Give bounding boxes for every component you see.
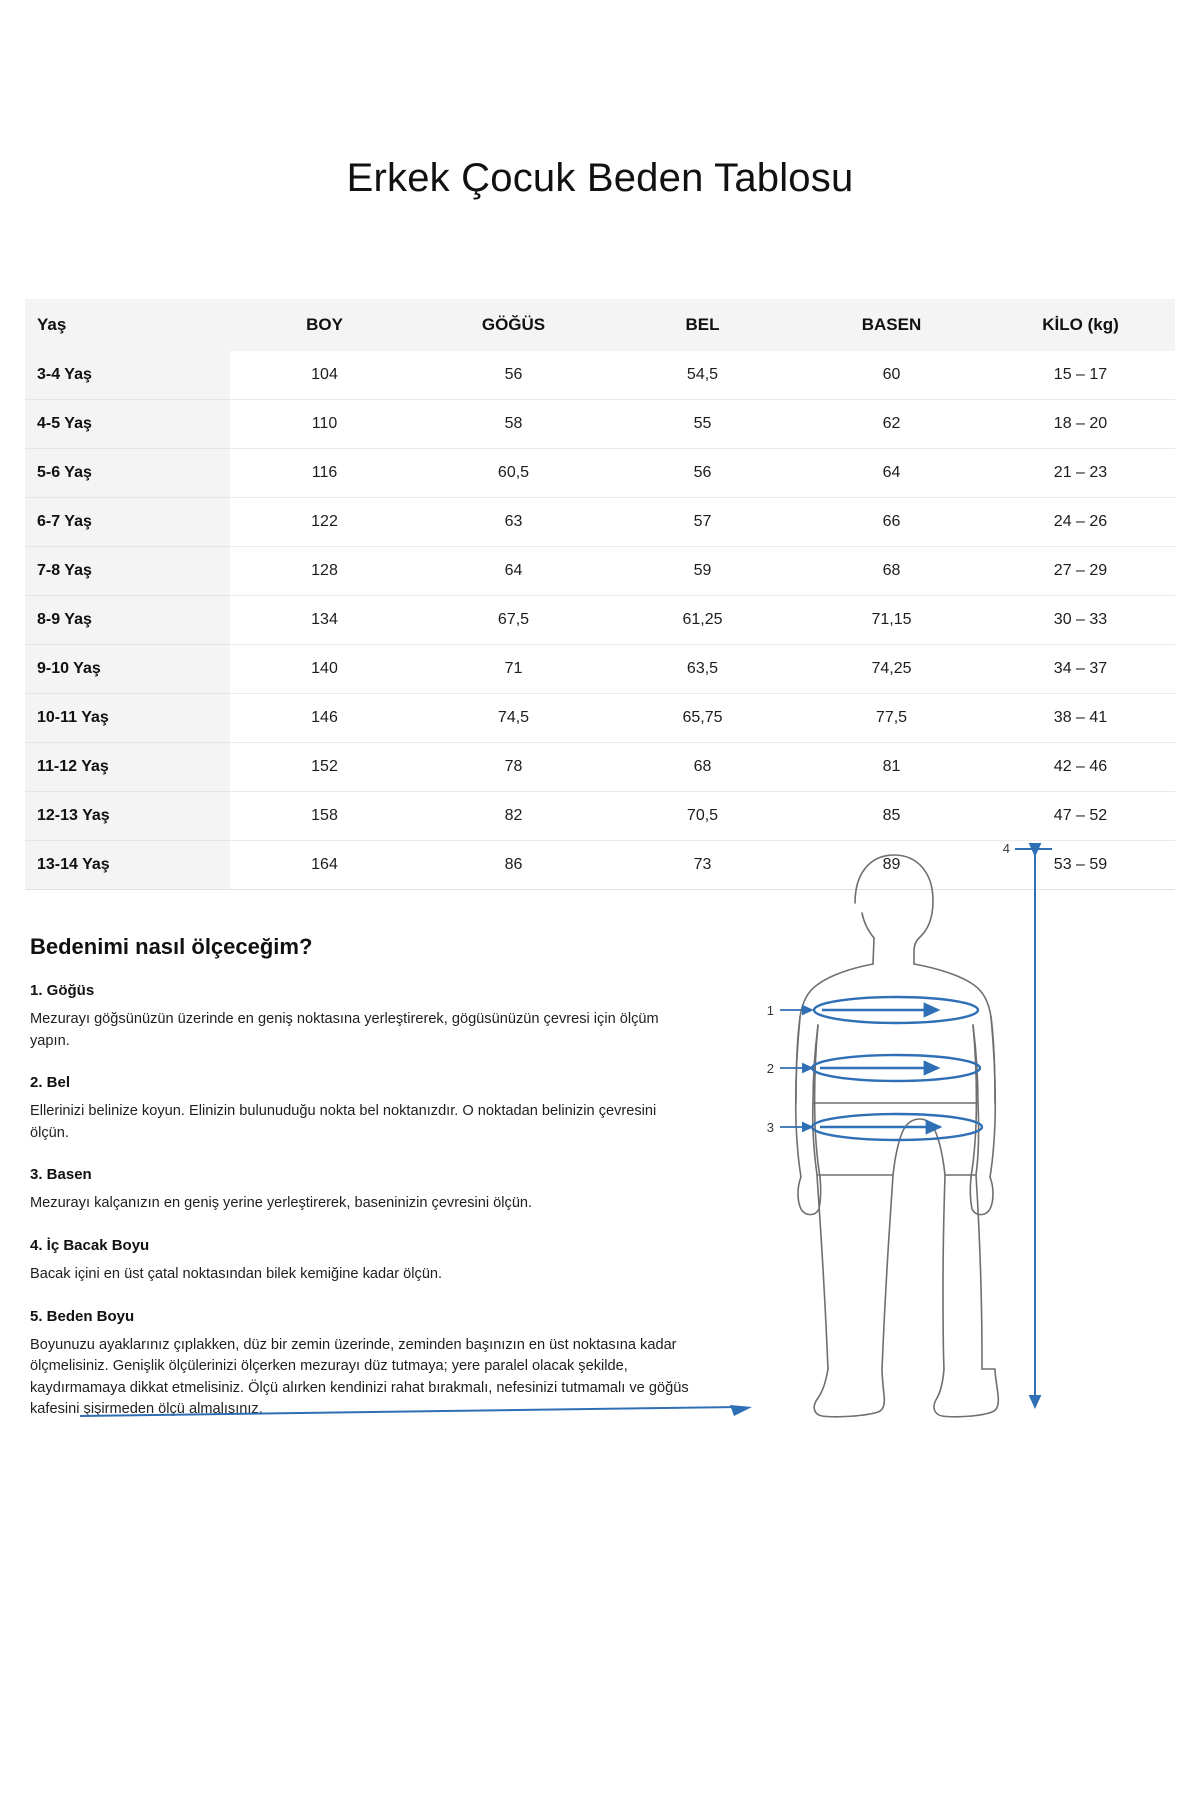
- table-header-row: [25, 299, 1175, 351]
- cell-gogus: 58: [419, 400, 608, 449]
- cell-age: 6-7 Yaş: [25, 498, 230, 547]
- cell-gogus: 82: [419, 792, 608, 841]
- cell-gogus: 67,5: [419, 596, 608, 645]
- cell-boy: 122: [230, 498, 419, 547]
- cell-gogus: 56: [419, 351, 608, 400]
- cell-bel: 54,5: [608, 351, 797, 400]
- cell-boy: 116: [230, 449, 419, 498]
- cell-basen: 62: [797, 400, 986, 449]
- cell-gogus: 63: [419, 498, 608, 547]
- table-row: [25, 694, 1175, 743]
- cell-bel: 57: [608, 498, 797, 547]
- cell-bel: 73: [608, 841, 797, 890]
- step-title: 5. Beden Boyu: [30, 1307, 135, 1325]
- table-row: [25, 449, 1175, 498]
- cell-age: 8-9 Yaş: [25, 596, 230, 645]
- cell-bel: 59: [608, 547, 797, 596]
- cell-bel: 63,5: [608, 645, 797, 694]
- cell-gogus: 60,5: [419, 449, 608, 498]
- cell-basen: 64: [797, 449, 986, 498]
- measure-step-waist: [30, 1074, 690, 1144]
- label-waist: 2: [766, 1061, 774, 1076]
- step-body: Boyunuzu ayaklarınız çıplakken, düz bir zemin üzerinde, zeminden başınızın en üst noktasına kadar ölçmelisiniz. Genişlik ölçülerinizi ölçerken mezurayı düz tutmaya; yere paralel olacak şekilde, kaydırmamaya dikkat etmelisiniz. Ölçü alırken kendinizi rahat bırakmalı, nefesinizi tutmamalı ve göğüs kafesini şişirmeden ölçü almalısınız.: [30, 1336, 689, 1418]
- cell-bel: 68: [608, 743, 797, 792]
- cell-boy: 134: [230, 596, 419, 645]
- step-body: Mezurayı göğsünüzün üzerinde en geniş noktasına yerleştirerek, gögüsünüzün çevresi için ölçüm yapın.: [30, 1011, 659, 1049]
- cell-basen: 74,25: [797, 645, 986, 694]
- page-title: Erkek Çocuk Beden Tablosu: [346, 156, 854, 200]
- label-hip: 3: [766, 1120, 774, 1135]
- column-header-kilo: KİLO (kg): [986, 299, 1175, 351]
- cell-boy: 164: [230, 841, 419, 890]
- measure-step-hip: [30, 1166, 690, 1215]
- step-title: 4. İç Bacak Boyu: [30, 1236, 150, 1254]
- cell-basen: 81: [797, 743, 986, 792]
- table-row: [25, 792, 1175, 841]
- cell-basen: 85: [797, 792, 986, 841]
- label-height: 4: [1002, 841, 1010, 856]
- cell-kilo: 18 – 20: [986, 400, 1175, 449]
- step-title: 3. Basen: [30, 1166, 92, 1184]
- cell-boy: 158: [230, 792, 419, 841]
- cell-basen: 77,5: [797, 694, 986, 743]
- body-measurement-diagram: [760, 835, 1190, 1435]
- bottom-accent-rule: [80, 1405, 752, 1419]
- table-row: [25, 351, 1175, 400]
- step-body: Mezurayı kalçanızın en geniş yerine yerleştirerek, baseninizin çevresini ölçün.: [30, 1195, 533, 1212]
- cell-basen: 71,15: [797, 596, 986, 645]
- band-arrows: [820, 1010, 940, 1127]
- table-row: [25, 596, 1175, 645]
- cell-bel: 56: [608, 449, 797, 498]
- cell-gogus: 74,5: [419, 694, 608, 743]
- cell-gogus: 86: [419, 841, 608, 890]
- cell-kilo: 53 – 59: [986, 841, 1175, 890]
- step-body: Bacak içini en üst çatal noktasından bilek kemiğine kadar ölçün.: [30, 1265, 443, 1282]
- cell-age: 12-13 Yaş: [25, 792, 230, 841]
- cell-kilo: 38 – 41: [986, 694, 1175, 743]
- cell-bel: 61,25: [608, 596, 797, 645]
- cell-gogus: 71: [419, 645, 608, 694]
- column-header-gogus: GÖĞÜS: [419, 299, 608, 351]
- cell-boy: 140: [230, 645, 419, 694]
- cell-basen: 89: [797, 841, 986, 890]
- table-header: [25, 299, 1175, 351]
- size-table-container: [25, 299, 1175, 890]
- cell-boy: 110: [230, 400, 419, 449]
- cell-boy: 146: [230, 694, 419, 743]
- column-header-basen: BASEN: [797, 299, 986, 351]
- cell-boy: 152: [230, 743, 419, 792]
- table-row: [25, 743, 1175, 792]
- cell-kilo: 34 – 37: [986, 645, 1175, 694]
- cell-basen: 60: [797, 351, 986, 400]
- how-to-measure-heading: Bedenimi nasıl ölçeceğim?: [30, 934, 313, 959]
- column-header-boy: BOY: [230, 299, 419, 351]
- cell-age: 13-14 Yaş: [25, 841, 230, 890]
- measure-step-height: [30, 1308, 690, 1421]
- cell-bel: 55: [608, 400, 797, 449]
- table-body: [25, 351, 1175, 890]
- cell-age: 5-6 Yaş: [25, 449, 230, 498]
- step-body: Ellerinizi belinize koyun. Elinizin bulunuduğu nokta bel noktanızdır. O noktadan belinizin çevresini ölçün.: [30, 1103, 657, 1141]
- column-header-age: Yaş: [25, 299, 230, 351]
- cell-basen: 66: [797, 498, 986, 547]
- cell-age: 7-8 Yaş: [25, 547, 230, 596]
- cell-bel: 65,75: [608, 694, 797, 743]
- cell-kilo: 27 – 29: [986, 547, 1175, 596]
- cell-age: 9-10 Yaş: [25, 645, 230, 694]
- cell-boy: 104: [230, 351, 419, 400]
- measure-step-chest: [30, 982, 690, 1052]
- step-title: 2. Bel: [30, 1074, 71, 1092]
- size-table: [25, 299, 1175, 890]
- cell-age: 4-5 Yaş: [25, 400, 230, 449]
- step-title: 1. Göğüs: [30, 982, 95, 999]
- cell-kilo: 24 – 26: [986, 498, 1175, 547]
- cell-age: 11-12 Yaş: [25, 743, 230, 792]
- cell-gogus: 78: [419, 743, 608, 792]
- cell-kilo: 47 – 52: [986, 792, 1175, 841]
- cell-gogus: 64: [419, 547, 608, 596]
- column-header-bel: BEL: [608, 299, 797, 351]
- height-dimension: [1015, 849, 1052, 1407]
- table-row: [25, 400, 1175, 449]
- cell-bel: 70,5: [608, 792, 797, 841]
- label-chest: 1: [766, 1003, 774, 1018]
- cell-boy: 128: [230, 547, 419, 596]
- cell-age: 3-4 Yaş: [25, 351, 230, 400]
- cell-kilo: 21 – 23: [986, 449, 1175, 498]
- cell-age: 10-11 Yaş: [25, 694, 230, 743]
- cell-kilo: 42 – 46: [986, 743, 1175, 792]
- cell-basen: 68: [797, 547, 986, 596]
- cell-kilo: 15 – 17: [986, 351, 1175, 400]
- measure-step-inseam: [30, 1237, 690, 1286]
- table-row: [25, 645, 1175, 694]
- cell-kilo: 30 – 33: [986, 596, 1175, 645]
- table-row: [25, 498, 1175, 547]
- table-row: [25, 547, 1175, 596]
- measure-steps-column: [30, 982, 690, 1421]
- body-outline: [796, 855, 999, 1417]
